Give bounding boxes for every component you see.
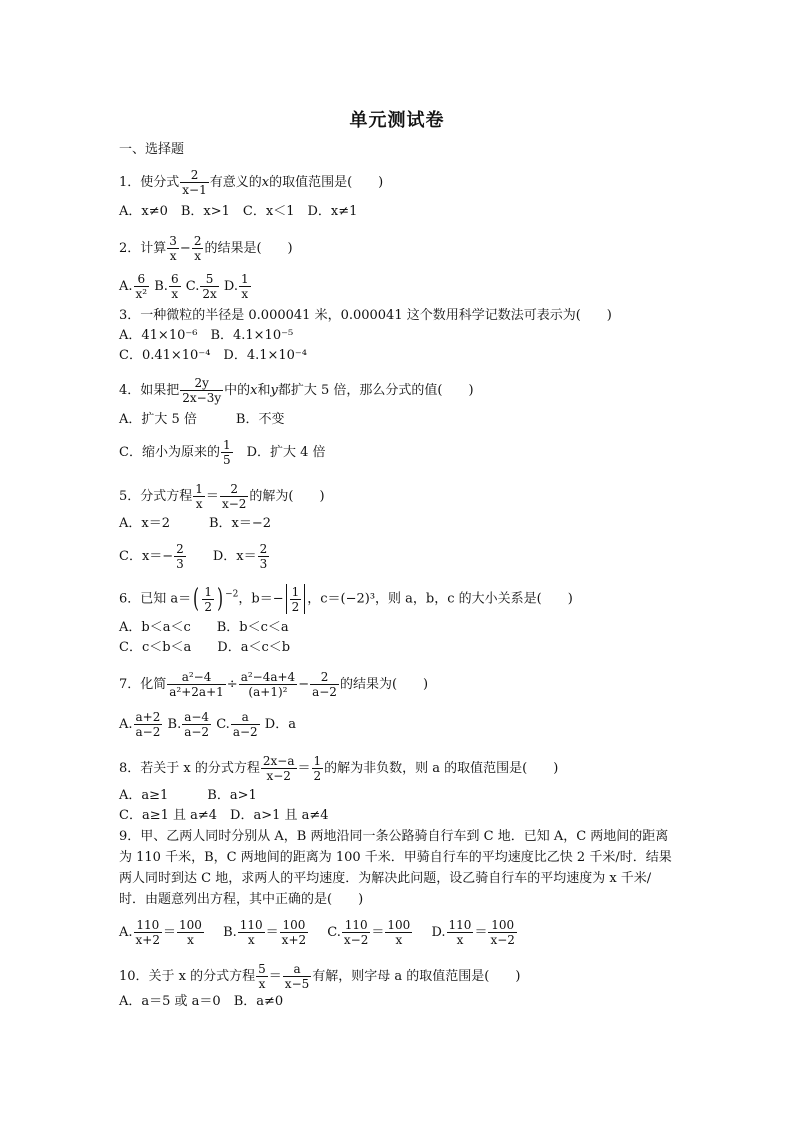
section-heading: 一、选择题 (119, 142, 185, 157)
question-4-options-1: A．扩大 5 倍 B．不变 (119, 412, 285, 427)
question-5-options-1: A．x＝2 B．x＝−2 (119, 516, 272, 531)
question-9-options: A. $\frac{110}{x+2}$ ＝ $\frac{100}{x}$ B. $\frac{110}{x}$ ＝ $\frac{100}{x+2}$ C. $\frac{110}{x-2}$ ＝ $\frac{100}{x}$ D. $\frac{110}{x}$ ＝ $\frac{100}{x-2}$ (119, 918, 515, 947)
question-3-options-1: A．41×10⁻⁶ B．4.1×10⁻⁵ (119, 328, 294, 343)
question-7-options: A. $\frac{a+2}{a-2}$ B. $\frac{a-4}{a-2}$ C. $\frac{a}{a-2}$ D．a (119, 710, 296, 739)
question-8-options-2: C．a≥1 且 a≠4 D．a>1 且 a≠4 (119, 808, 329, 823)
question-1-options: A．x≠0 B．x>1 C．x＜1 D．x≠1 (119, 204, 358, 219)
question-10: 10．关于 x 的分式方程 $\frac{5}{x}$ ＝ $\frac{a}{x-5}$ 有解，则字母 a 的取值范围是( ) (119, 962, 521, 991)
question-7: 7．化简 $\frac{\text{a²−4}}{\text{a²+2a+1}}$ ÷ $\frac{\text{a²−4a+4}}{\text{(a+1)²}}$ − $\frac{2}{a-2}$ 的结果为( ) (119, 670, 429, 699)
question-2-options: A. $\frac{6}{\text{x²}}$ B. $\frac{6}{x}$ C. $\frac{5}{2x}$ D. $\frac{1}{x}$ (119, 272, 249, 301)
question-8: 8．若关于 x 的分式方程 $\frac{2x-a}{x-2}$ ＝ $\frac{1}{2}$ 的解为非负数，则 a 的取值范围是( ) (119, 754, 559, 783)
question-6-options-2: C．c＜b＜a D．a＜c＜b (119, 640, 291, 655)
question-6-options-1: A．b＜a＜c B．b＜c＜a (119, 620, 289, 635)
question-4: 4．如果把 $\frac{2y}{2x-3y}$ 中的x和y都扩大 5 倍，那么分式的值( ) (119, 376, 474, 405)
question-4-options-2: C．缩小为原来的 $\frac{1}{5}$ D．扩大 4 倍 (119, 438, 326, 467)
question-10-options: A．a＝5 或 a＝0 B．a≠0 (119, 994, 284, 1009)
question-2: 2．计算 $\frac{3}{x}$ − $\frac{2}{x}$ 的结果是( ) (119, 234, 293, 263)
question-5-options-2: C．x＝− $\frac{2}{3}$ D．x＝ $\frac{2}{3}$ (119, 542, 268, 571)
fraction: $\frac{2}{x-1}$ (182, 168, 207, 197)
question-3: 3．一种微粒的半径是 0.000041 米，0.000041 这个数用科学记数法可表示为( ) (119, 308, 612, 323)
question-3-options-2: C．0.41×10⁻⁴ D．4.1×10⁻⁴ (119, 348, 308, 363)
question-9: 9．甲、乙两人同时分别从 A，B 两地沿同一条公路骑自行车到 C 地．已知 A，C 两地间的距离为 110 千米，B，C 两地间的距离为 100 千米．甲骑自行车的平均速度比乙快 2 千米/时．结果两人同时到达 C 地，求两人的平均速度．为解决此问题，设乙骑自行车的平均速度为 x 千米/时．由题意列出方程，其中正确的是( ) (119, 829, 672, 907)
question-5: 5．分式方程 $\frac{1}{x}$ ＝ $\frac{2}{x-2}$ 的解为( ) (119, 482, 325, 511)
question-6: 6．已知 a＝( $\frac{1}{2}$ ) $^{-2}$，b＝− $\frac{1}{2}$ ，c＝(−2)³，则 a，b，c 的大小关系是( ) (119, 584, 573, 614)
question-8-options-1: A．a≥1 B．a>1 (119, 788, 257, 803)
page-title: 单元测试卷 (349, 110, 445, 131)
question-1: 1．使分式 $\frac{2}{x-1}$ 有意义的x的取值范围是( ) (119, 168, 384, 197)
